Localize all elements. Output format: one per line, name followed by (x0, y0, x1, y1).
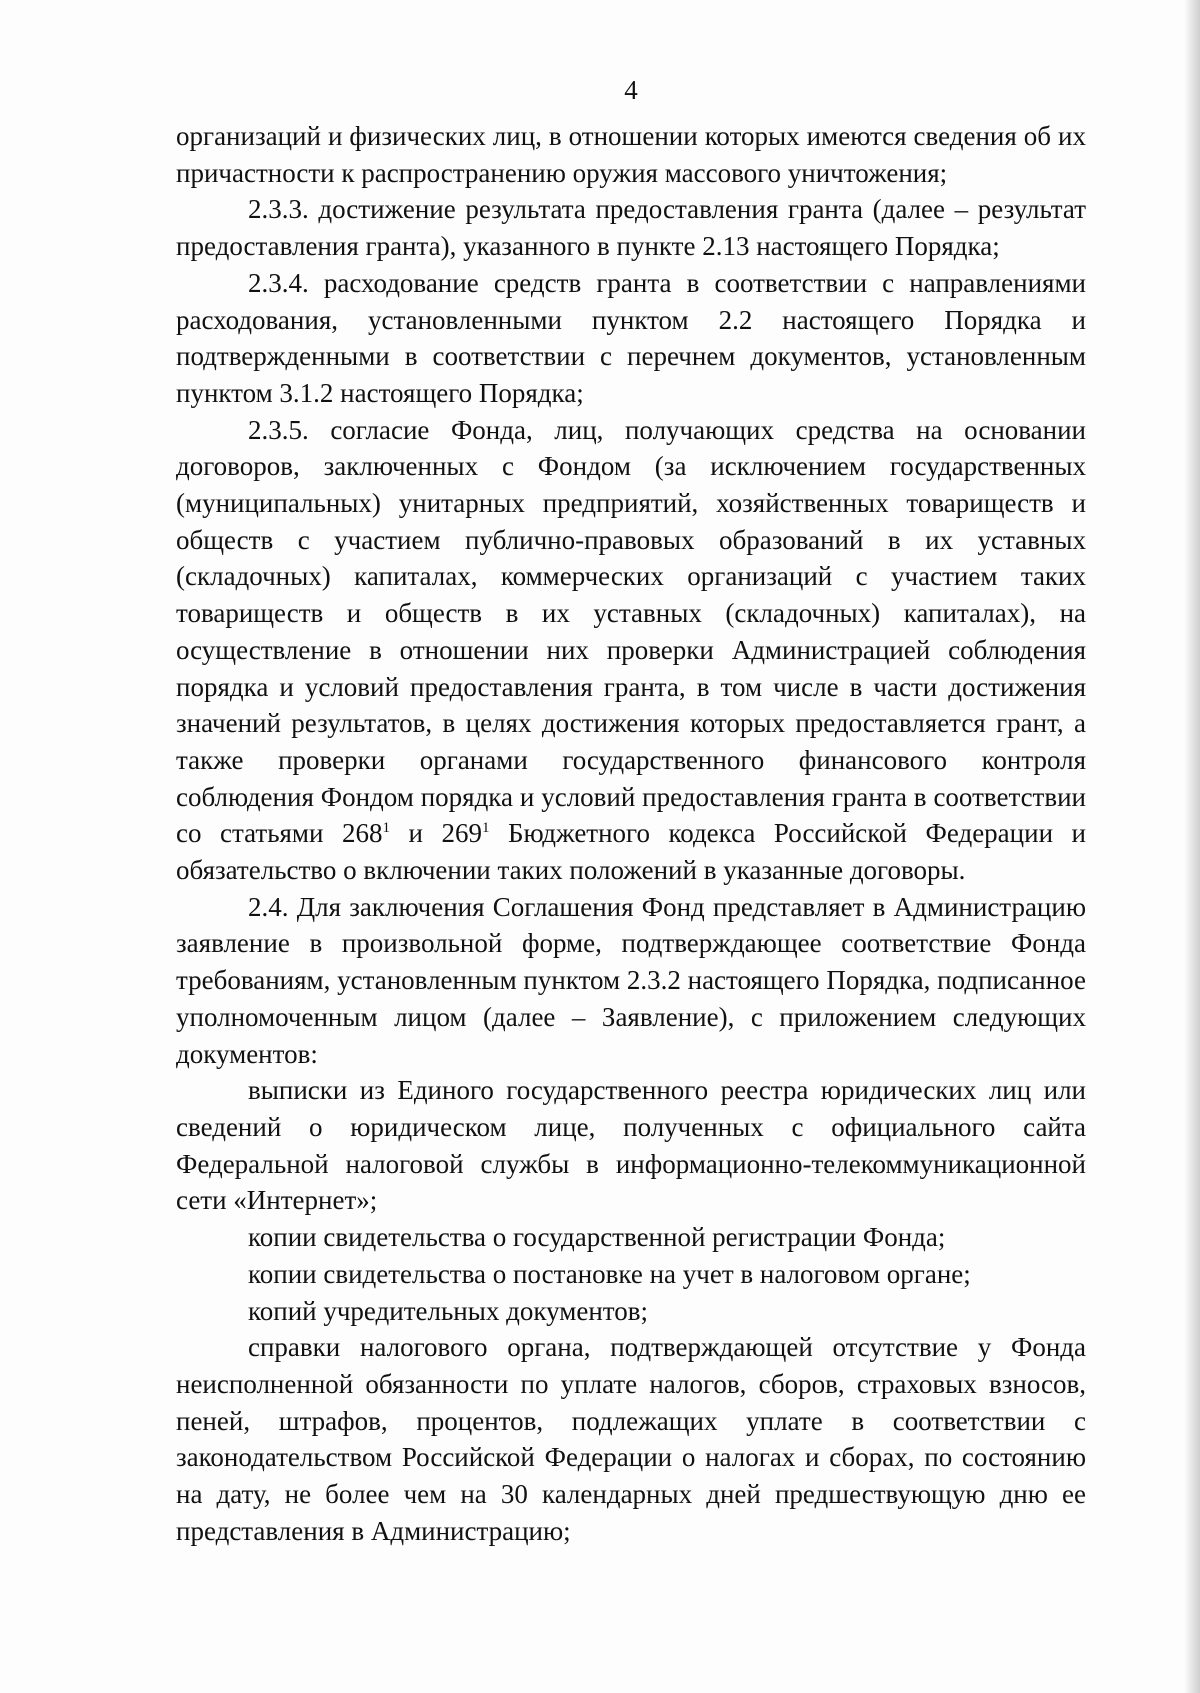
paragraph-2-3-5-text-a: 2.3.5. согласие Фонда, лиц, получающих средства на основании договоров, заключенных с Фондом (за исключением государственных (муниципальных) унитарных предприятий, хозяйственных товариществ и обществ с участием публично-правовых образований в их уставных (складочных) капиталах, коммерческих организаций с участием таких товариществ и обществ в их уставных (складочных) капиталах), на осуществление в отношении них проверки Администрацией соблюдения порядка и условий предоставления гранта, в том числе в части достижения значений результатов, в целях достижения которых предоставляется грант, а также проверки органами государственного финансового контроля соблюдения Фондом порядка и условий предоставления гранта в соответствии со статьями 268 (176, 414, 1086, 849)
paragraph-2-3-5-text-c: Бюджетного кодекса Российской Федерации и обязательство о включении таких положений в указанные договоры. (176, 818, 1086, 886)
paragraph-continuation: организаций и физических лиц, в отношении которых имеются сведения об их причастности к распространению оружия массового уничтожения; (176, 121, 1086, 188)
superscript-268: 1 (382, 820, 390, 837)
list-item-founding-documents: копий учредительных документов; (248, 1295, 648, 1326)
list-item-tax-certificate: копии свидетельства о постановке на учет в налоговом органе; (248, 1258, 971, 1289)
paragraph-2-4: 2.4. Для заключения Соглашения Фонд представляет в Администрацию заявление в произвольной форме, подтверждающее соответствие Фонда требованиям, установленным пунктом 2.3.2 настоящего Порядка, подписанное уполномоченным лицом (далее – Заявление), с приложением следующих документов: (176, 891, 1086, 1069)
superscript-269: 1 (481, 820, 490, 837)
document-body (176, 118, 1086, 1549)
paragraph-2-3-5 (176, 412, 1086, 889)
paragraph-2-3-4: 2.3.4. расходование средств гранта в соответствии с направлениями расходования, установленными пунктом 2.2 настоящего Порядка и подтвержденными в соответствии с перечнем документов, установленным пунктом 3.1.2 настоящего Порядка; (176, 267, 1086, 408)
list-item-registration-certificate: копии свидетельства о государственной регистрации Фонда; (248, 1222, 946, 1253)
list-item-tax-authority-statement: справки налогового органа, подтверждающей отсутствие у Фонда неисполненной обязанности по уплате налогов, сборов, страховых взносов, пеней, штрафов, процентов, подлежащих уплате в соответствии с законодательством Российской Федерации о налогах и сборах, по состоянию на дату, не более чем на 30 календарных дней предшествующую дню ее представления в Администрацию; (176, 1332, 1086, 1546)
paragraph-2-3-3: 2.3.3. достижение результата предоставления гранта (далее – результат предоставления гранта), указанного в пункте 2.13 настоящего Порядка; (176, 194, 1086, 262)
paragraph-2-3-5-text-b: и 269 (389, 818, 482, 849)
list-item-egrul-extract: выписки из Единого государственного реестра юридических лиц или сведений о юридическом лице, полученных с официального сайта Федеральной налоговой службы в информационно-телекоммуникационной сети «Интернет»; (176, 1075, 1086, 1216)
page-number: 4 (624, 75, 638, 105)
